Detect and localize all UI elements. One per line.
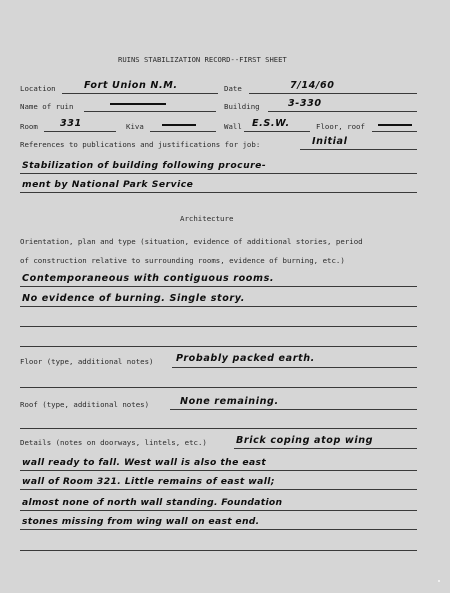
orientation-blank-line-1: [20, 346, 417, 347]
references-line-text-2: ment by National Park Service: [22, 179, 194, 190]
orientation-line-text-1: No evidence of burning. Single story.: [22, 293, 245, 304]
floor-label: Floor (type, additional notes): [20, 357, 154, 366]
kiva-blank-mark: [162, 124, 196, 126]
orientation-label-2: of construction relative to surrounding rooms, evidence of burning, etc.): [20, 256, 345, 265]
wall-label: Wall: [224, 122, 242, 131]
details-line-4: [20, 529, 417, 530]
orientation-line-1: [20, 306, 417, 307]
scan-speck: [438, 580, 440, 582]
orientation-blank-line-0: [20, 326, 417, 327]
details-line-text-4: stones missing from wing wall on east end.: [22, 516, 260, 527]
kiva-label: Kiva: [126, 122, 144, 131]
wall-value: E.S.W.: [252, 118, 290, 129]
date-label: Date: [224, 84, 242, 93]
room-label: Room: [20, 122, 38, 131]
floor-line: [172, 367, 417, 368]
references-line-2: [20, 192, 417, 193]
date-line: [249, 93, 417, 94]
details-blank-line: [20, 550, 417, 551]
name-of-ruin-label: Name of ruin: [20, 102, 74, 111]
floor-roof-label: Floor, roof: [316, 122, 365, 131]
room-value: 331: [60, 118, 82, 129]
roof-value: None remaining.: [180, 396, 279, 407]
name-of-ruin-line: [84, 111, 216, 112]
details-line-0: [234, 448, 417, 449]
building-value: 3-330: [288, 98, 322, 109]
orientation-line-0: [20, 286, 417, 287]
location-line: [62, 93, 218, 94]
floor-value: Probably packed earth.: [176, 353, 315, 364]
architecture-heading: Architecture: [180, 214, 234, 223]
roof-blank-line: [20, 428, 417, 429]
building-line: [268, 111, 417, 112]
roof-label: Roof (type, additional notes): [20, 400, 150, 409]
references-label: References to publications and justifications for job:: [20, 140, 261, 149]
floor-blank-line: [20, 387, 417, 388]
references-line-text-0: Initial: [312, 136, 348, 147]
details-line-text-1: wall ready to fall. West wall is also the east: [22, 457, 267, 468]
room-line: [44, 131, 116, 132]
date-value: 7/14/60: [290, 80, 335, 91]
details-line-2: [20, 489, 417, 490]
orientation-label-1: Orientation, plan and type (situation, evidence of additional stories, period: [20, 237, 363, 246]
roof-line: [170, 409, 417, 410]
references-line-0: [300, 149, 417, 150]
details-line-3: [20, 510, 417, 511]
details-line-1: [20, 470, 417, 471]
wall-line: [244, 131, 310, 132]
floor-roof-line: [372, 131, 417, 132]
details-label: Details (notes on doorways, lintels, etc.): [20, 438, 207, 447]
name-of-ruin-blank-mark: [110, 103, 166, 105]
location-label: Location: [20, 84, 56, 93]
floor-roof-blank-mark: [378, 124, 412, 126]
details-line-text-3: almost none of north wall standing. Foundation: [22, 497, 283, 508]
kiva-line: [150, 131, 216, 132]
location-value: Fort Union N.M.: [84, 80, 178, 91]
references-line-text-1: Stabilization of building following procure-: [22, 160, 267, 171]
references-line-1: [20, 173, 417, 174]
building-label: Building: [224, 102, 260, 111]
form-title: RUINS STABILIZATION RECORD--FIRST SHEET: [118, 55, 287, 64]
orientation-line-text-0: Contemporaneous with contiguous rooms.: [22, 273, 275, 284]
details-line-text-0: Brick coping atop wing: [236, 435, 374, 446]
details-line-text-2: wall of Room 321. Little remains of east wall;: [22, 476, 275, 487]
